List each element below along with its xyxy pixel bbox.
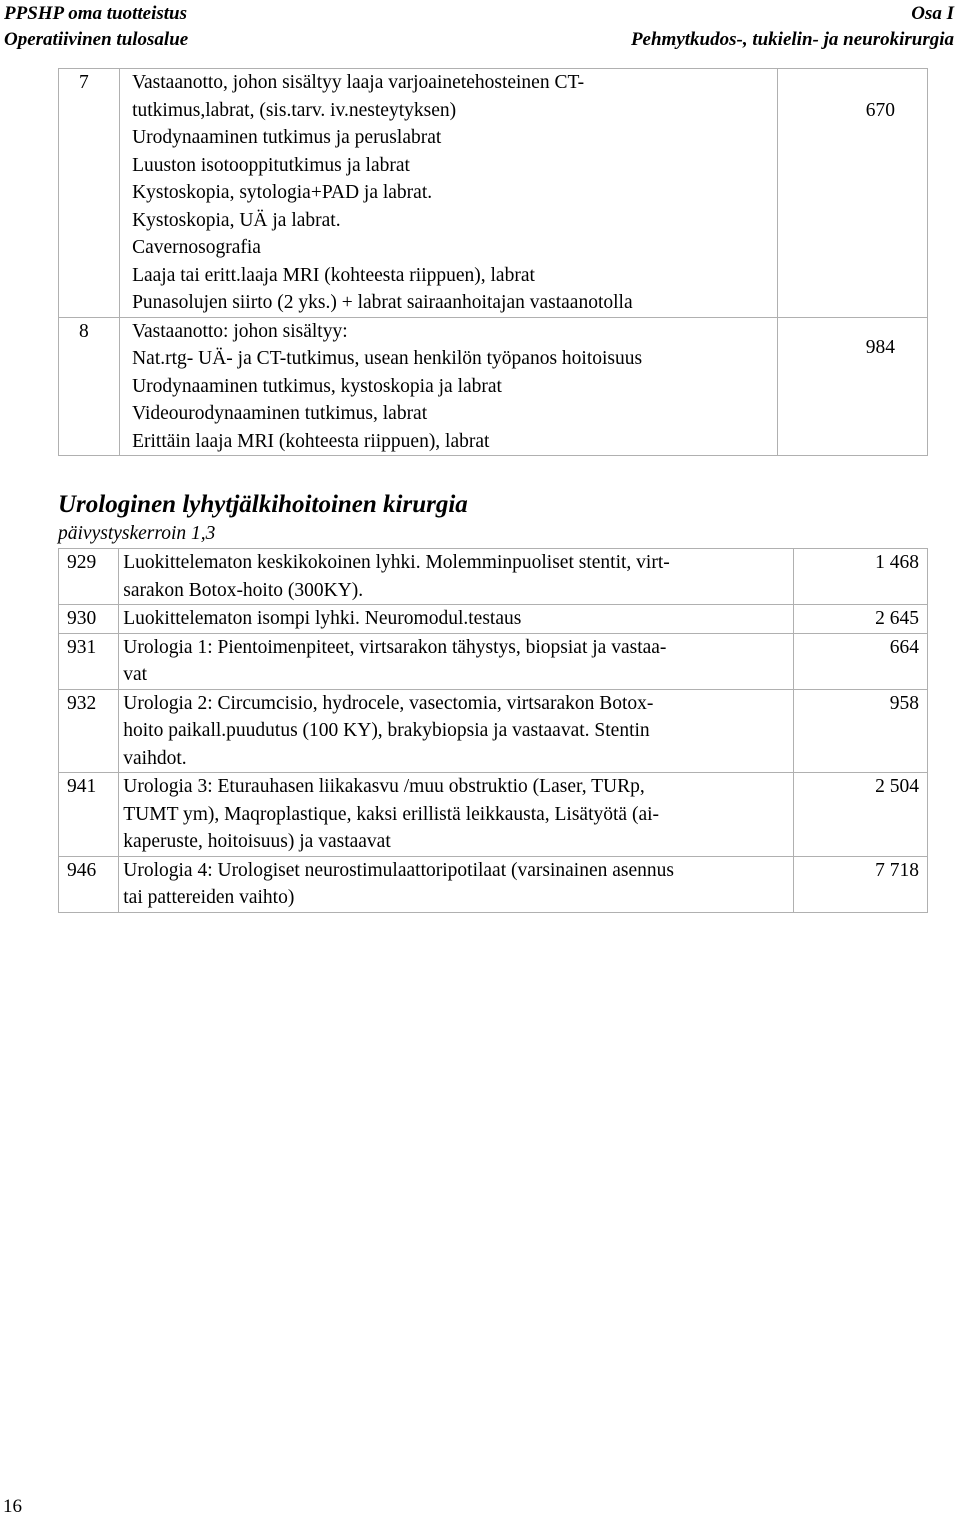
table-row — [59, 773, 928, 857]
description-line: Vastaanotto: johon sisältyy: — [132, 320, 348, 342]
description-line: vat — [123, 664, 148, 685]
row-code: 929 — [59, 549, 119, 605]
row-code: 946 — [59, 856, 119, 912]
row-description — [120, 69, 778, 318]
row-code: 930 — [59, 605, 119, 634]
row-code: 7 — [59, 69, 120, 318]
section-title: Urologinen lyhytjälkihoitoinen kirurgia — [58, 491, 468, 518]
description-line: hoito paikall.puudutus (100 KY), brakybiopsia ja vastaavat. Stentin — [123, 720, 650, 741]
description-line: Urodynaaminen tutkimus ja peruslabrat — [132, 127, 442, 148]
row-description — [119, 773, 794, 857]
row-code: 8 — [59, 317, 120, 456]
description-line: Nat.rtg- UÄ- ja CT-tutkimus, usean henkilön työpanos hoitoisuus — [132, 348, 643, 369]
row-price: 984 — [777, 317, 927, 456]
header-unit: Operatiivinen tulosalue — [4, 29, 189, 50]
description-line: Urologia 4: Urologiset neurostimulaattoripotilaat (varsinainen asennus — [123, 859, 674, 881]
description-line: Cavernosografia — [132, 237, 261, 258]
description-line: Urologia 1: Pientoimenpiteet, virtsarakon tähystys, biopsiat ja vastaa- — [123, 636, 667, 658]
table-row — [59, 605, 928, 634]
description-line: TUMT ym), Maqroplastique, kaksi erillistä leikkausta, Lisätyötä (ai- — [123, 803, 660, 825]
description-line: vaihdot. — [123, 747, 187, 769]
page-number: 16 — [3, 1496, 22, 1517]
header-org: PPSHP oma tuotteistus — [4, 3, 187, 24]
row-description — [119, 633, 794, 689]
table-row — [59, 549, 928, 605]
description-line: Videourodynaaminen tutkimus, labrat — [132, 403, 428, 424]
description-line: tutkimus,labrat, (sis.tarv. iv.nesteytyksen) — [132, 99, 457, 121]
table-row — [59, 856, 928, 912]
description-line: Laaja tai eritt.laaja MRI (kohteesta riippuen), labrat — [132, 264, 535, 286]
description-line: Urodynaaminen tutkimus, kystoskopia ja labrat — [132, 375, 502, 397]
row-price: 7 718 — [794, 856, 928, 912]
row-code: 931 — [59, 633, 119, 689]
description-line: Kystoskopia, sytologia+PAD ja labrat. — [132, 182, 433, 203]
description-line: Luuston isotooppitutkimus ja labrat — [132, 154, 410, 176]
table-row — [59, 69, 928, 318]
description-line: sarakon Botox-hoito (300KY). — [123, 579, 364, 601]
header-part: Osa I — [911, 3, 954, 24]
description-line: Urologia 3: Eturauhasen liikakasvu /muu obstruktio (Laser, TURp, — [123, 776, 645, 797]
row-description — [119, 549, 794, 605]
row-price: 670 — [777, 69, 927, 318]
header-specialty: Pehmytkudos-, tukielin- ja neurokirurgia — [630, 29, 954, 50]
row-price: 2 504 — [794, 773, 928, 857]
row-code: 932 — [59, 689, 119, 773]
row-price: 664 — [794, 633, 928, 689]
row-price: 1 468 — [794, 549, 928, 605]
description-line: Punasolujen siirto (2 yks.) + labrat sairaanhoitajan vastaanotolla — [132, 292, 633, 313]
visit-price-table — [58, 68, 928, 456]
page-header — [0, 0, 960, 56]
section-subtitle: päivystyskerroin 1,3 — [58, 523, 216, 544]
table-row — [59, 317, 928, 456]
description-line: Kystoskopia, UÄ ja labrat. — [132, 209, 341, 231]
row-description — [119, 856, 794, 912]
description-line: Luokittelematon isompi lyhki. Neuromodul.testaus — [123, 608, 522, 629]
row-description — [120, 317, 778, 456]
row-price: 2 645 — [794, 605, 928, 634]
description-line: Erittäin laaja MRI (kohteesta riippuen), labrat — [132, 430, 490, 452]
table-row — [59, 689, 928, 773]
row-description — [119, 605, 794, 634]
procedure-price-table — [58, 548, 928, 913]
description-line: Urologia 2: Circumcisio, hydrocele, vasectomia, virtsarakon Botox- — [123, 692, 654, 714]
description-line: tai pattereiden vaihto) — [123, 887, 295, 908]
row-code: 941 — [59, 773, 119, 857]
row-description — [119, 689, 794, 773]
description-line: Luokittelematon keskikokoinen lyhki. Molemminpuoliset stentit, virt- — [123, 552, 670, 573]
description-line: kaperuste, hoitoisuus) ja vastaavat — [123, 831, 391, 852]
description-line: Vastaanotto, johon sisältyy laaja varjoainetehosteinen CT- — [132, 72, 585, 93]
row-price: 958 — [794, 689, 928, 773]
table-row — [59, 633, 928, 689]
